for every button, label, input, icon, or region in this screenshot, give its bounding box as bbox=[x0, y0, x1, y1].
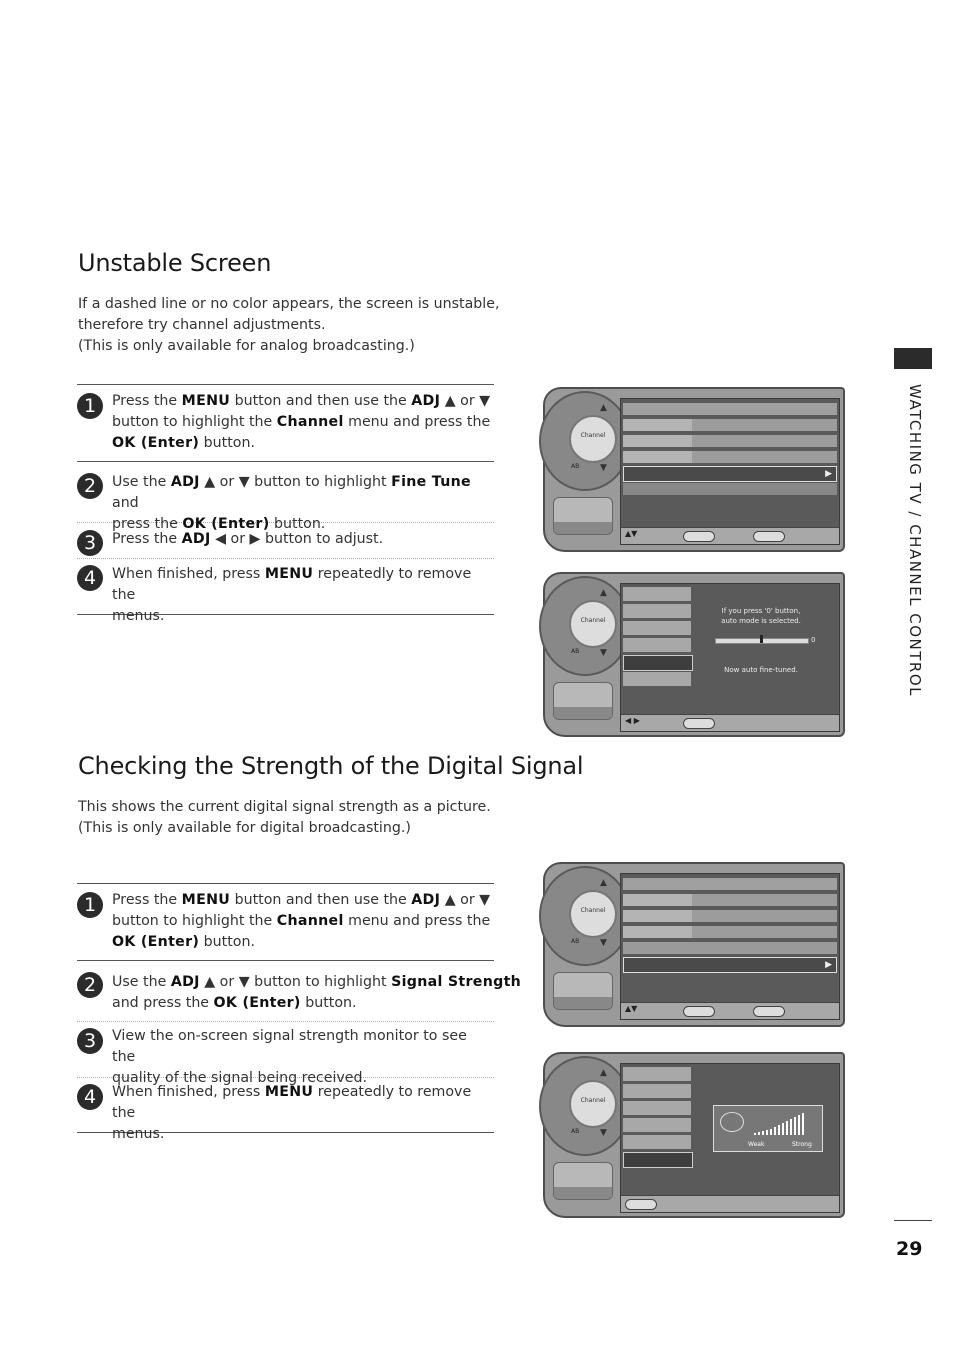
up-arrow-icon: ▲ bbox=[600, 878, 607, 888]
menu-row bbox=[623, 878, 837, 890]
down-arrow-icon: ▼ bbox=[600, 1128, 607, 1138]
step-2: 2 Use the ADJ ▲ or ▼ button to highlight Signal Strength and press the OK (Enter) button. bbox=[77, 961, 494, 1022]
tv-finetune-screenshot bbox=[543, 572, 845, 737]
menu-footer bbox=[621, 1195, 839, 1212]
step-number: 1 bbox=[77, 393, 103, 419]
tv-menu-screenshot bbox=[543, 862, 845, 1027]
menu-button-graphic bbox=[553, 682, 613, 720]
ab-label: AB bbox=[571, 648, 580, 655]
ab-label: AB bbox=[571, 463, 580, 470]
page-number-rule bbox=[894, 1220, 932, 1221]
down-arrow-icon: ▼ bbox=[600, 648, 607, 658]
tv-menu-screenshot bbox=[543, 387, 845, 552]
section-title-unstable-screen: Unstable Screen bbox=[78, 249, 272, 277]
signal-weak-label: Weak bbox=[748, 1141, 765, 1148]
intro-line: therefore try channel adjustments. bbox=[78, 317, 326, 333]
step-number: 2 bbox=[77, 473, 103, 499]
intro-line: If a dashed line or no color appears, the screen is unstable, bbox=[78, 296, 500, 312]
footer-pill bbox=[625, 1199, 657, 1210]
down-arrow-icon: ▼ bbox=[600, 938, 607, 948]
signal-strength-meter bbox=[713, 1105, 823, 1152]
section-intro bbox=[78, 294, 499, 357]
menu-button-graphic bbox=[553, 497, 613, 535]
step-2: 2 Use the ADJ ▲ or ▼ button to highlight Fine Tune and press the OK (Enter) button. bbox=[77, 462, 494, 523]
menu-row bbox=[623, 403, 837, 415]
channel-icon: Channel bbox=[569, 415, 617, 463]
step-number: 1 bbox=[77, 892, 103, 918]
channel-icon: Channel bbox=[569, 890, 617, 938]
menu-footer bbox=[621, 714, 839, 731]
intro-line: (This is only available for analog broadcasting.) bbox=[78, 338, 415, 354]
step-3: 3 View the on-screen signal strength monitor to see the quality of the signal being received. bbox=[77, 1022, 494, 1078]
menu-row bbox=[623, 419, 837, 431]
up-arrow-icon: ▲ bbox=[600, 403, 607, 413]
steps-list bbox=[77, 384, 494, 624]
signal-strong-label: Strong bbox=[792, 1141, 812, 1148]
page-number: 29 bbox=[896, 1238, 923, 1260]
menu-button-graphic bbox=[553, 1162, 613, 1200]
menu-row bbox=[623, 926, 837, 938]
step-number: 3 bbox=[77, 530, 103, 556]
step-number: 2 bbox=[77, 972, 103, 998]
down-arrow-icon: ▼ bbox=[600, 463, 607, 473]
step-3: 3 Press the ADJ ◀ or ▶ button to adjust. bbox=[77, 523, 494, 559]
menu-screen bbox=[620, 873, 840, 1020]
menu-highlight: ▶ bbox=[623, 957, 837, 973]
side-tab-label: WATCHING TV / CHANNEL CONTROL bbox=[906, 384, 924, 698]
side-tab-marker bbox=[894, 348, 932, 369]
menu-row bbox=[623, 894, 837, 906]
ab-label: AB bbox=[571, 1128, 580, 1135]
left-right-icon: ◀ ▶ bbox=[625, 716, 640, 725]
antenna-icon bbox=[720, 1112, 744, 1132]
menu-footer bbox=[621, 1002, 839, 1019]
step-1: 1 Press the MENU button and then use the ADJ ▲ or ▼ button to highlight the Channel menu and press the OK (Enter) button. bbox=[77, 884, 494, 961]
finetune-value: 0 bbox=[811, 636, 816, 644]
step-number: 4 bbox=[77, 1084, 103, 1110]
footer-pill bbox=[683, 531, 715, 542]
menu-row bbox=[623, 451, 837, 463]
step-4: 4 When finished, press MENU repeatedly to remove the menus. bbox=[77, 559, 494, 614]
up-arrow-icon: ▲ bbox=[600, 588, 607, 598]
menu-row bbox=[623, 942, 837, 954]
footer-pill bbox=[683, 1006, 715, 1017]
intro-line: This shows the current digital signal strength as a picture. bbox=[78, 799, 491, 815]
footer-pill bbox=[753, 1006, 785, 1017]
finetune-hint: If you press '0' button, auto mode is selected. bbox=[721, 607, 801, 625]
step-4: 4 When finished, press MENU repeatedly to remove the menus. bbox=[77, 1078, 494, 1132]
up-down-icon: ▲▼ bbox=[625, 529, 638, 538]
finetune-status: Now auto fine-tuned. bbox=[724, 666, 798, 674]
up-arrow-icon: ▲ bbox=[600, 1068, 607, 1078]
tv-signal-screenshot bbox=[543, 1052, 845, 1218]
channel-icon: Channel bbox=[569, 1080, 617, 1128]
intro-line: (This is only available for digital broadcasting.) bbox=[78, 820, 411, 836]
menu-button-graphic bbox=[553, 972, 613, 1010]
step-number: 3 bbox=[77, 1028, 103, 1054]
finetune-screen bbox=[620, 583, 840, 732]
menu-highlight: ▶ bbox=[623, 466, 837, 482]
footer-pill bbox=[683, 718, 715, 729]
menu-row bbox=[623, 435, 837, 447]
channel-icon: Channel bbox=[569, 600, 617, 648]
up-down-icon: ▲▼ bbox=[625, 1004, 638, 1013]
section-intro bbox=[78, 797, 491, 839]
section-title-digital-signal: Checking the Strength of the Digital Signal bbox=[78, 752, 584, 780]
step-number: 4 bbox=[77, 565, 103, 591]
menu-row bbox=[623, 483, 837, 495]
menu-footer bbox=[621, 527, 839, 544]
signal-screen bbox=[620, 1063, 840, 1213]
step-1: 1 Press the MENU button and then use the ADJ ▲ or ▼ button to highlight the Channel menu and press the OK (Enter) button. bbox=[77, 385, 494, 462]
footer-pill bbox=[753, 531, 785, 542]
steps-list bbox=[77, 883, 522, 1142]
slider-knob bbox=[760, 635, 763, 643]
menu-screen bbox=[620, 398, 840, 545]
menu-row bbox=[623, 910, 837, 922]
ab-label: AB bbox=[571, 938, 580, 945]
